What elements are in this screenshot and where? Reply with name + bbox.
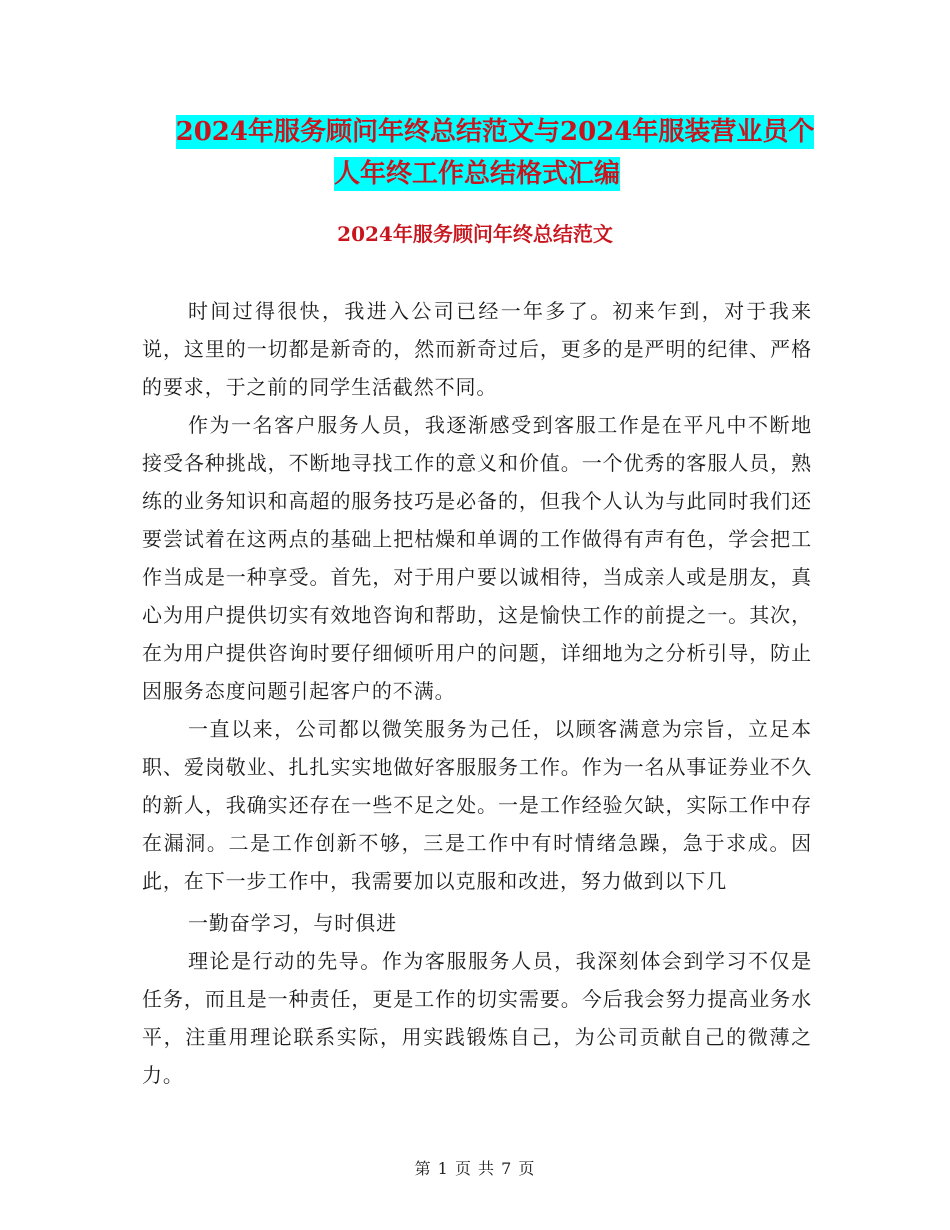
- paragraph-2: 作为一名客户服务人员，我逐渐感受到客服工作是在平凡中不断地接受各种挑战，不断地寻找工作的意义和价值。一个优秀的客服人员，熟练的业务知识和高超的服务技巧是必备的，但我个人认为与此同时我们还要尝试着在这两点的基础上把枯燥和单调的工作做得有声有色，学会把工作当成是一种享受。首先，对于用户要以诚相待，当成亲人或是朋友，真心为用户提供切实有效地咨询和帮助，这是愉快工作的前提之一。其次，在为用户提供咨询时要仔细倾听用户的问题，详细地为之分析引导，防止因服务态度问题引起客户的不满。: [142, 413, 812, 703]
- sub-heading: 一勤奋学习，与时俱进: [188, 911, 397, 935]
- paragraph-4: 理论是行动的先导。作为客服服务人员，我深刻体会到学习不仅是任务，而且是一种责任，更是工作的切实需要。今后我会努力提高业务水平，注重用理论联系实际，用实践锻炼自己，为公司贡献自己的微薄之力。: [142, 949, 812, 1087]
- document-title-text-2: 人年终工作总结格式汇编: [333, 159, 620, 189]
- section-heading: 2024年服务顾问年终总结范文: [337, 222, 613, 246]
- document-title-line-1: [20, 110, 950, 154]
- page-footer: 第 1 页 共 7 页: [414, 1159, 536, 1178]
- paragraph-1: 时间过得很快，我进入公司已经一年多了。初来乍到，对于我来说，这里的一切都是新奇的，然而新奇过后，更多的是严明的纪律、严格的要求，于之前的同学生活截然不同。: [142, 299, 812, 399]
- paragraph-3: 一直以来，公司都以微笑服务为己任，以顾客满意为宗旨，立足本职、爱岗敬业、扎扎实实地做好客服服务工作。作为一名从事证券业不久的新人，我确实还存在一些不足之处。一是工作经验欠缺，实际工作中存在漏洞。二是工作创新不够，三是工作中有时情绪急躁，急于求成。因此，在下一步工作中，我需要加以克服和改进，努力做到以下几: [142, 717, 812, 893]
- document-body: [142, 292, 812, 1094]
- document-title-text-1: 2024年服务顾问年终总结范文与2024年服装营业员个: [175, 117, 815, 147]
- document-title-line-2: [2, 152, 950, 196]
